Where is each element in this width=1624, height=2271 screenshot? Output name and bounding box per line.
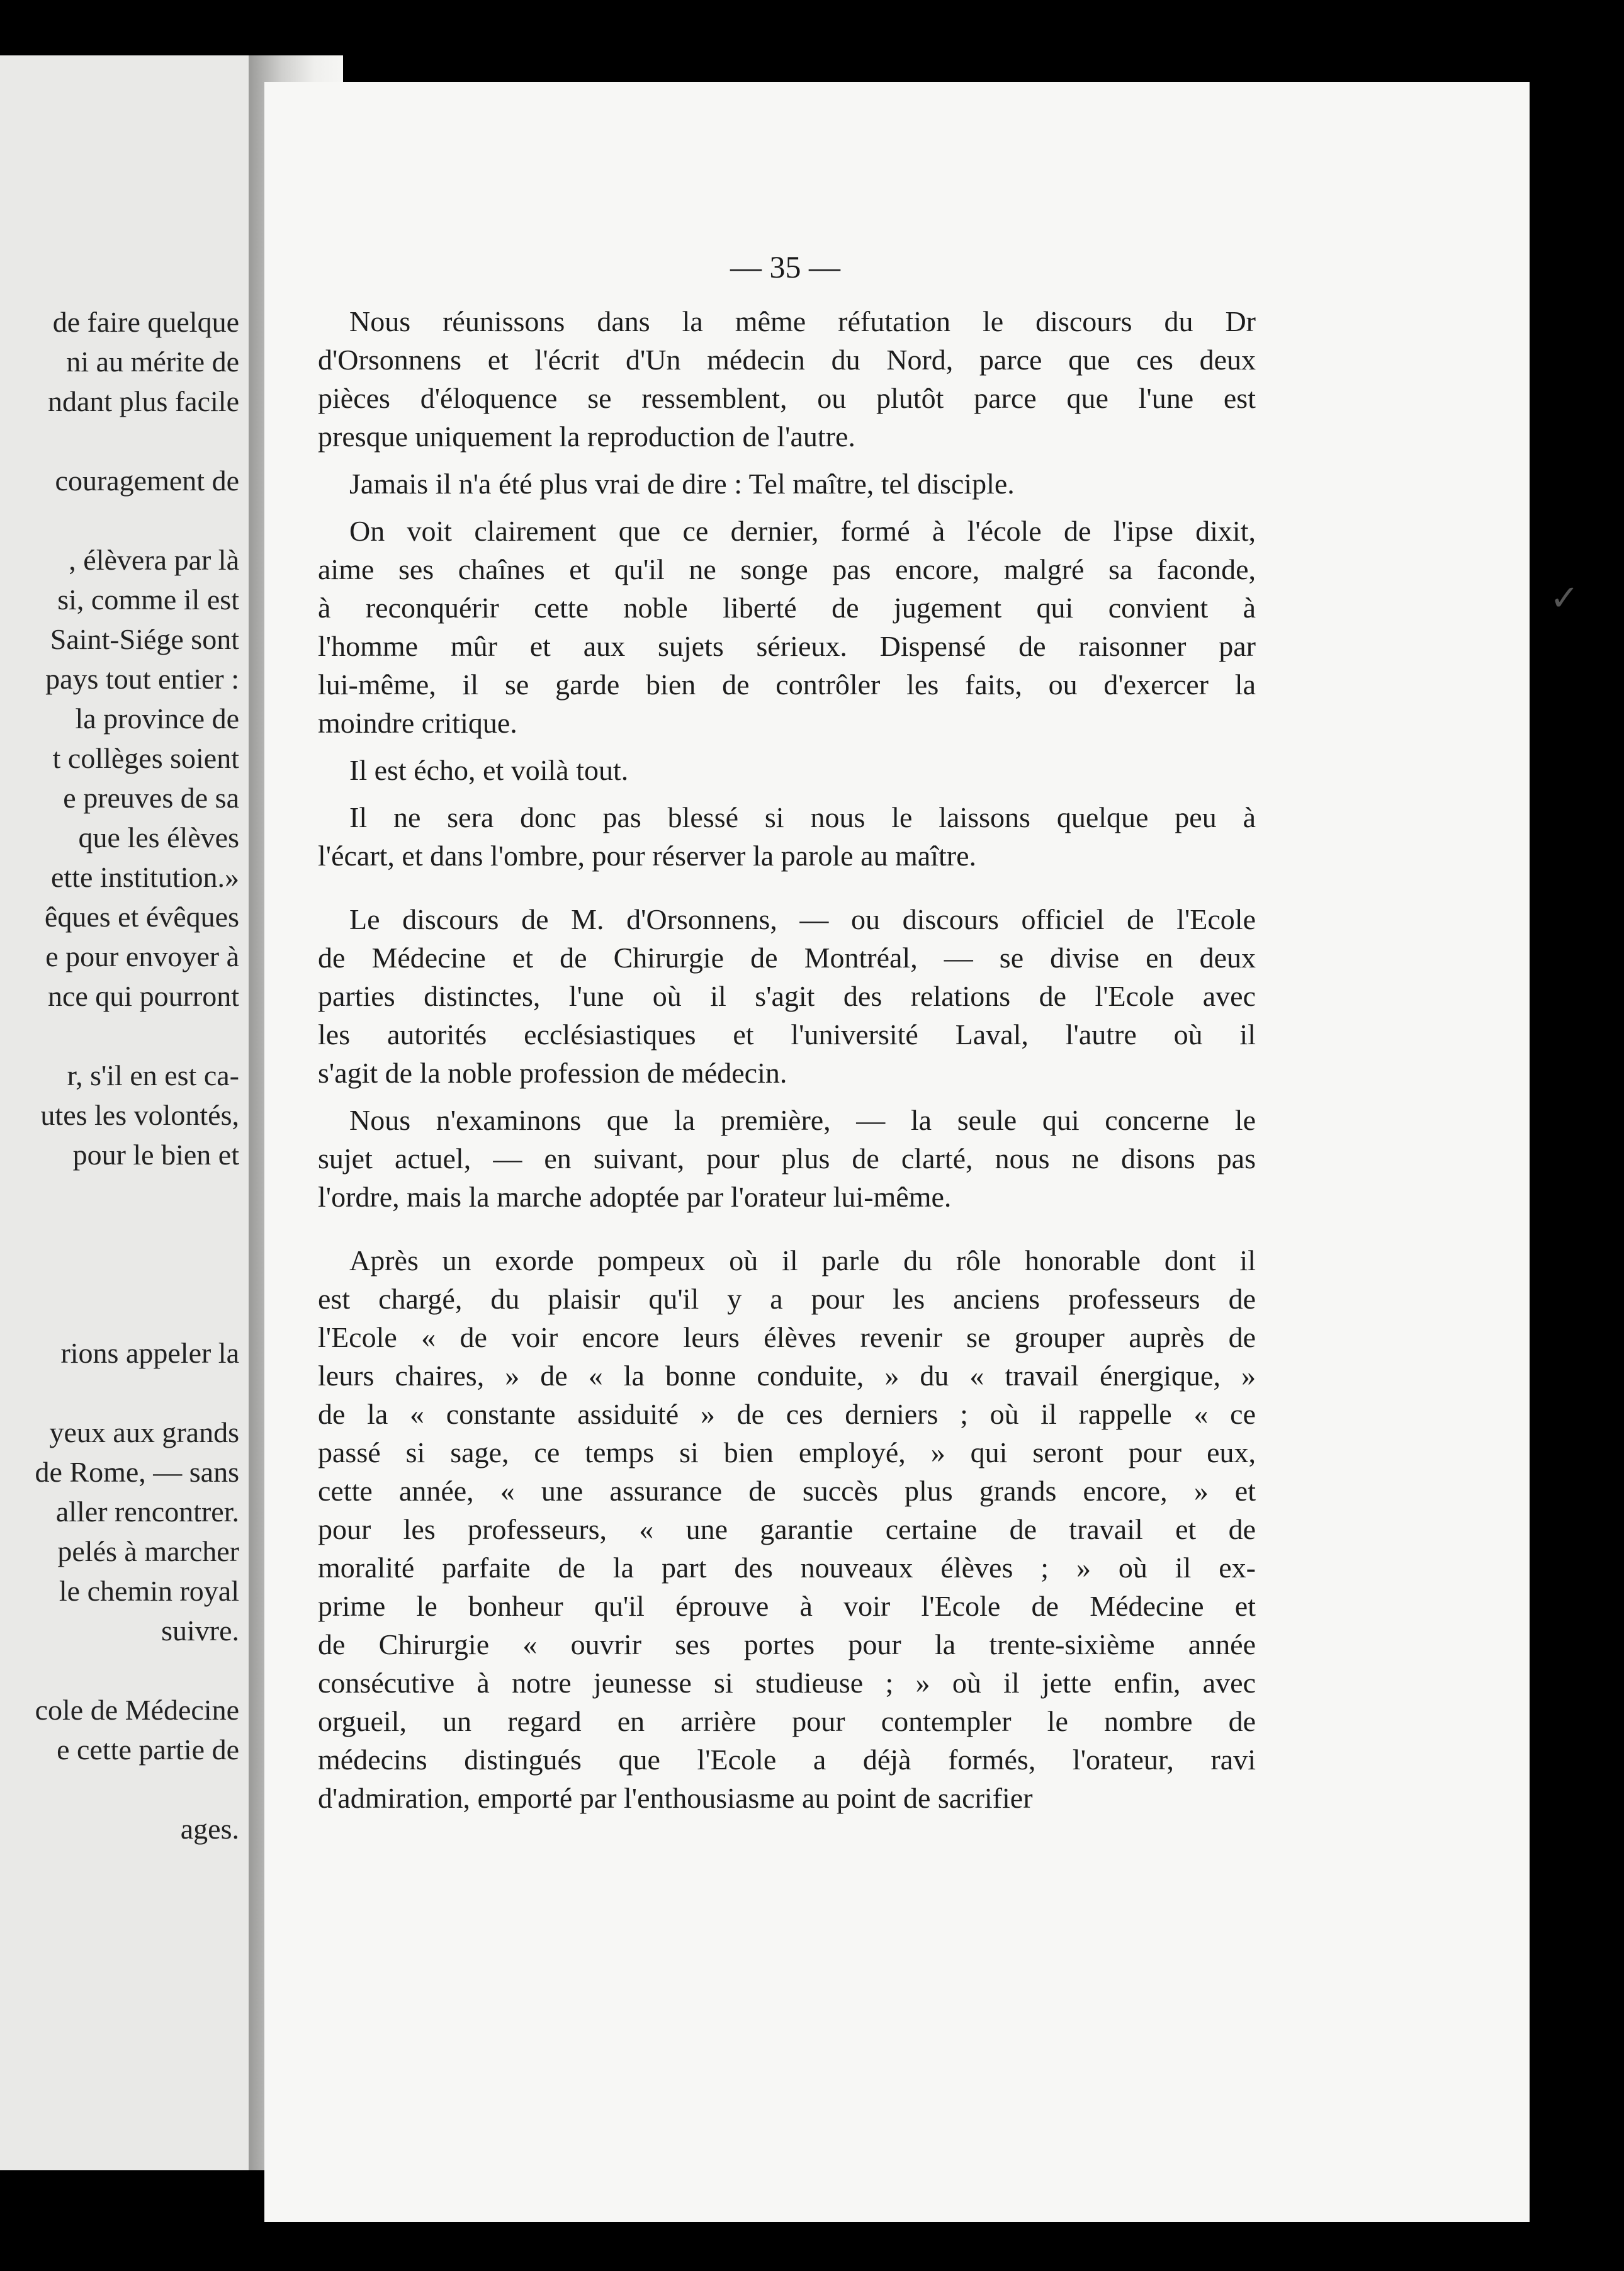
text-line: médecins distingués que l'Ecole a déjà formés, l'orateur, ravi [318,1744,1256,1776]
paragraph [318,1101,1256,1216]
text-line: d'Orsonnens et l'écrit d'Un médecin du Nord, parce que ces deux [318,344,1256,376]
margin-check-mark: ✓ [1550,578,1579,619]
text-line: les autorités ecclésiastiques et l'université Laval, l'autre où il [318,1018,1256,1051]
facing-page-line: aller rencontrer. [55,1496,239,1528]
facing-page-text [0,302,239,1849]
facing-page-left [0,55,264,2170]
text-line: leurs chaires, » de « la bonne conduite, » du « travail énergique, » [318,1360,1256,1392]
facing-page-line [0,1016,239,1056]
facing-page-line [0,500,239,540]
paragraph [318,798,1256,875]
page-body-text [318,302,1256,1826]
paragraph [318,900,1256,1092]
text-line: parties distinctes, l'une où il s'agit des relations de l'Ecole avec [318,980,1256,1012]
text-line: est chargé, du plaisir qu'il y a pour les anciens professeurs de [318,1283,1256,1315]
facing-page-line: si, comme il est [57,583,239,616]
facing-page-line: ette institution.» [51,861,239,893]
facing-page-line [0,1769,239,1809]
facing-page-line: yeux aux grands [49,1416,239,1448]
facing-page-line: pour le bien et [72,1139,239,1171]
paragraph [318,465,1256,503]
text-line: Nous réunissons dans la même réfutation le discours du Dr [349,305,1256,337]
text-line: lui-même, il se garde bien de contrôler les faits, ou d'exercer la [318,668,1256,701]
facing-page-line: suivre. [161,1614,239,1647]
text-line: consécutive à notre jeunesse si studieuse ; » où il jette enfin, avec [318,1667,1256,1699]
text-line: l'écart, et dans l'ombre, pour réserver la parole au maître. [318,840,976,872]
facing-page-line [0,1373,239,1412]
text-line: moindre critique. [318,707,517,739]
facing-page-line: e cette partie de [57,1733,239,1766]
facing-page-line: ndant plus facile [47,385,239,417]
facing-page-line: utes les volontés, [40,1099,239,1131]
facing-page-line: rions appeler la [60,1337,239,1369]
text-line: Il ne sera donc pas blessé si nous le laissons quelque peu à [349,801,1256,833]
facing-page-line [0,1175,239,1214]
facing-page-line: de Rome, — sans [35,1456,239,1488]
text-line: Le discours de M. d'Orsonnens, — ou discours officiel de l'Ecole [349,903,1256,935]
text-line: passé si sage, ce temps si bien employé, » qui seront pour eux, [318,1436,1256,1468]
facing-page-line: pelés à marcher [57,1535,239,1567]
text-line: Nous n'examinons que la première, — la seule qui concerne le [349,1104,1256,1136]
text-line: à reconquérir cette noble liberté de jugement qui convient à [318,592,1256,624]
paragraph [318,1241,1256,1817]
facing-page-line [0,1293,239,1333]
facing-page-line [0,1650,239,1690]
facing-page-line: le chemin royal [59,1575,239,1607]
facing-page-line: r, s'il en est ca- [67,1059,239,1091]
facing-page-line: Saint-Siége sont [50,623,239,655]
facing-page-line [0,1254,239,1293]
paragraph [318,751,1256,789]
text-line: Après un exorde pompeux où il parle du rôle honorable dont il [349,1244,1256,1276]
facing-page-line: ni au mérite de [66,346,239,378]
facing-page-line [0,421,239,461]
text-line: l'ordre, mais la marche adoptée par l'orateur lui-même. [318,1181,952,1213]
facing-page-line: pays tout entier : [45,663,239,695]
paragraph [318,302,1256,456]
facing-page-line: t collèges soient [52,742,239,774]
facing-page-line: e pour envoyer à [45,940,239,972]
text-line: d'admiration, emporté par l'enthousiasme au point de sacrifier [318,1782,1033,1814]
facing-page-line: la province de [75,702,239,735]
facing-page-line: nce qui pourront [47,980,239,1012]
text-line: pièces d'éloquence se ressemblent, ou plutôt parce que l'une est [318,382,1256,414]
text-line: cette année, « une assurance de succès plus grands encore, » et [318,1475,1256,1507]
text-line: de Médecine et de Chirurgie de Montréal, — se divise en deux [318,942,1256,974]
text-line: l'Ecole « de voir encore leurs élèves revenir se grouper auprès de [318,1321,1256,1353]
text-line: de Chirurgie « ouvrir ses portes pour la trente-sixième année [318,1628,1256,1660]
facing-page-line: cole de Médecine [35,1694,239,1726]
facing-page-line: êques et évêques [44,901,239,933]
text-line: On voit clairement que ce dernier, formé à l'école de l'ipse dixit, [349,515,1256,547]
facing-page-line: couragement de [55,465,239,497]
text-line: presque uniquement la reproduction de l'autre. [318,420,855,453]
facing-page-line: que les élèves [78,821,239,854]
facing-page-line: , élèvera par là [69,544,239,576]
text-line: moralité parfaite de la part des nouveaux élèves ; » où il ex- [318,1552,1256,1584]
text-line: Il est écho, et voilà tout. [349,754,629,786]
text-line: pour les professeurs, « une garantie certaine de travail et de [318,1513,1256,1545]
text-line: Jamais il n'a été plus vrai de dire : Tel maître, tel disciple. [349,468,1015,500]
text-line: l'homme mûr et aux sujets sérieux. Dispensé de raisonner par [318,630,1256,662]
paragraph [318,512,1256,742]
facing-page-line: de faire quelque [52,306,239,338]
text-line: aime ses chaînes et qu'il ne songe pas encore, malgré sa faconde, [318,553,1256,585]
text-line: orgueil, un regard en arrière pour contempler le nombre de [318,1705,1256,1737]
facing-page-line: e preuves de sa [63,782,239,814]
page-number: — 35 — [730,249,840,285]
text-line: de la « constante assiduité » de ces derniers ; où il rappelle « ce [318,1398,1256,1430]
facing-page-line: ages. [180,1813,239,1845]
text-line: prime le bonheur qu'il éprouve à voir l'Ecole de Médecine et [318,1590,1256,1622]
text-line: s'agit de la noble profession de médecin. [318,1057,787,1089]
text-line: sujet actuel, — en suivant, pour plus de clarté, nous ne disons pas [318,1142,1256,1175]
facing-page-line [0,1214,239,1254]
